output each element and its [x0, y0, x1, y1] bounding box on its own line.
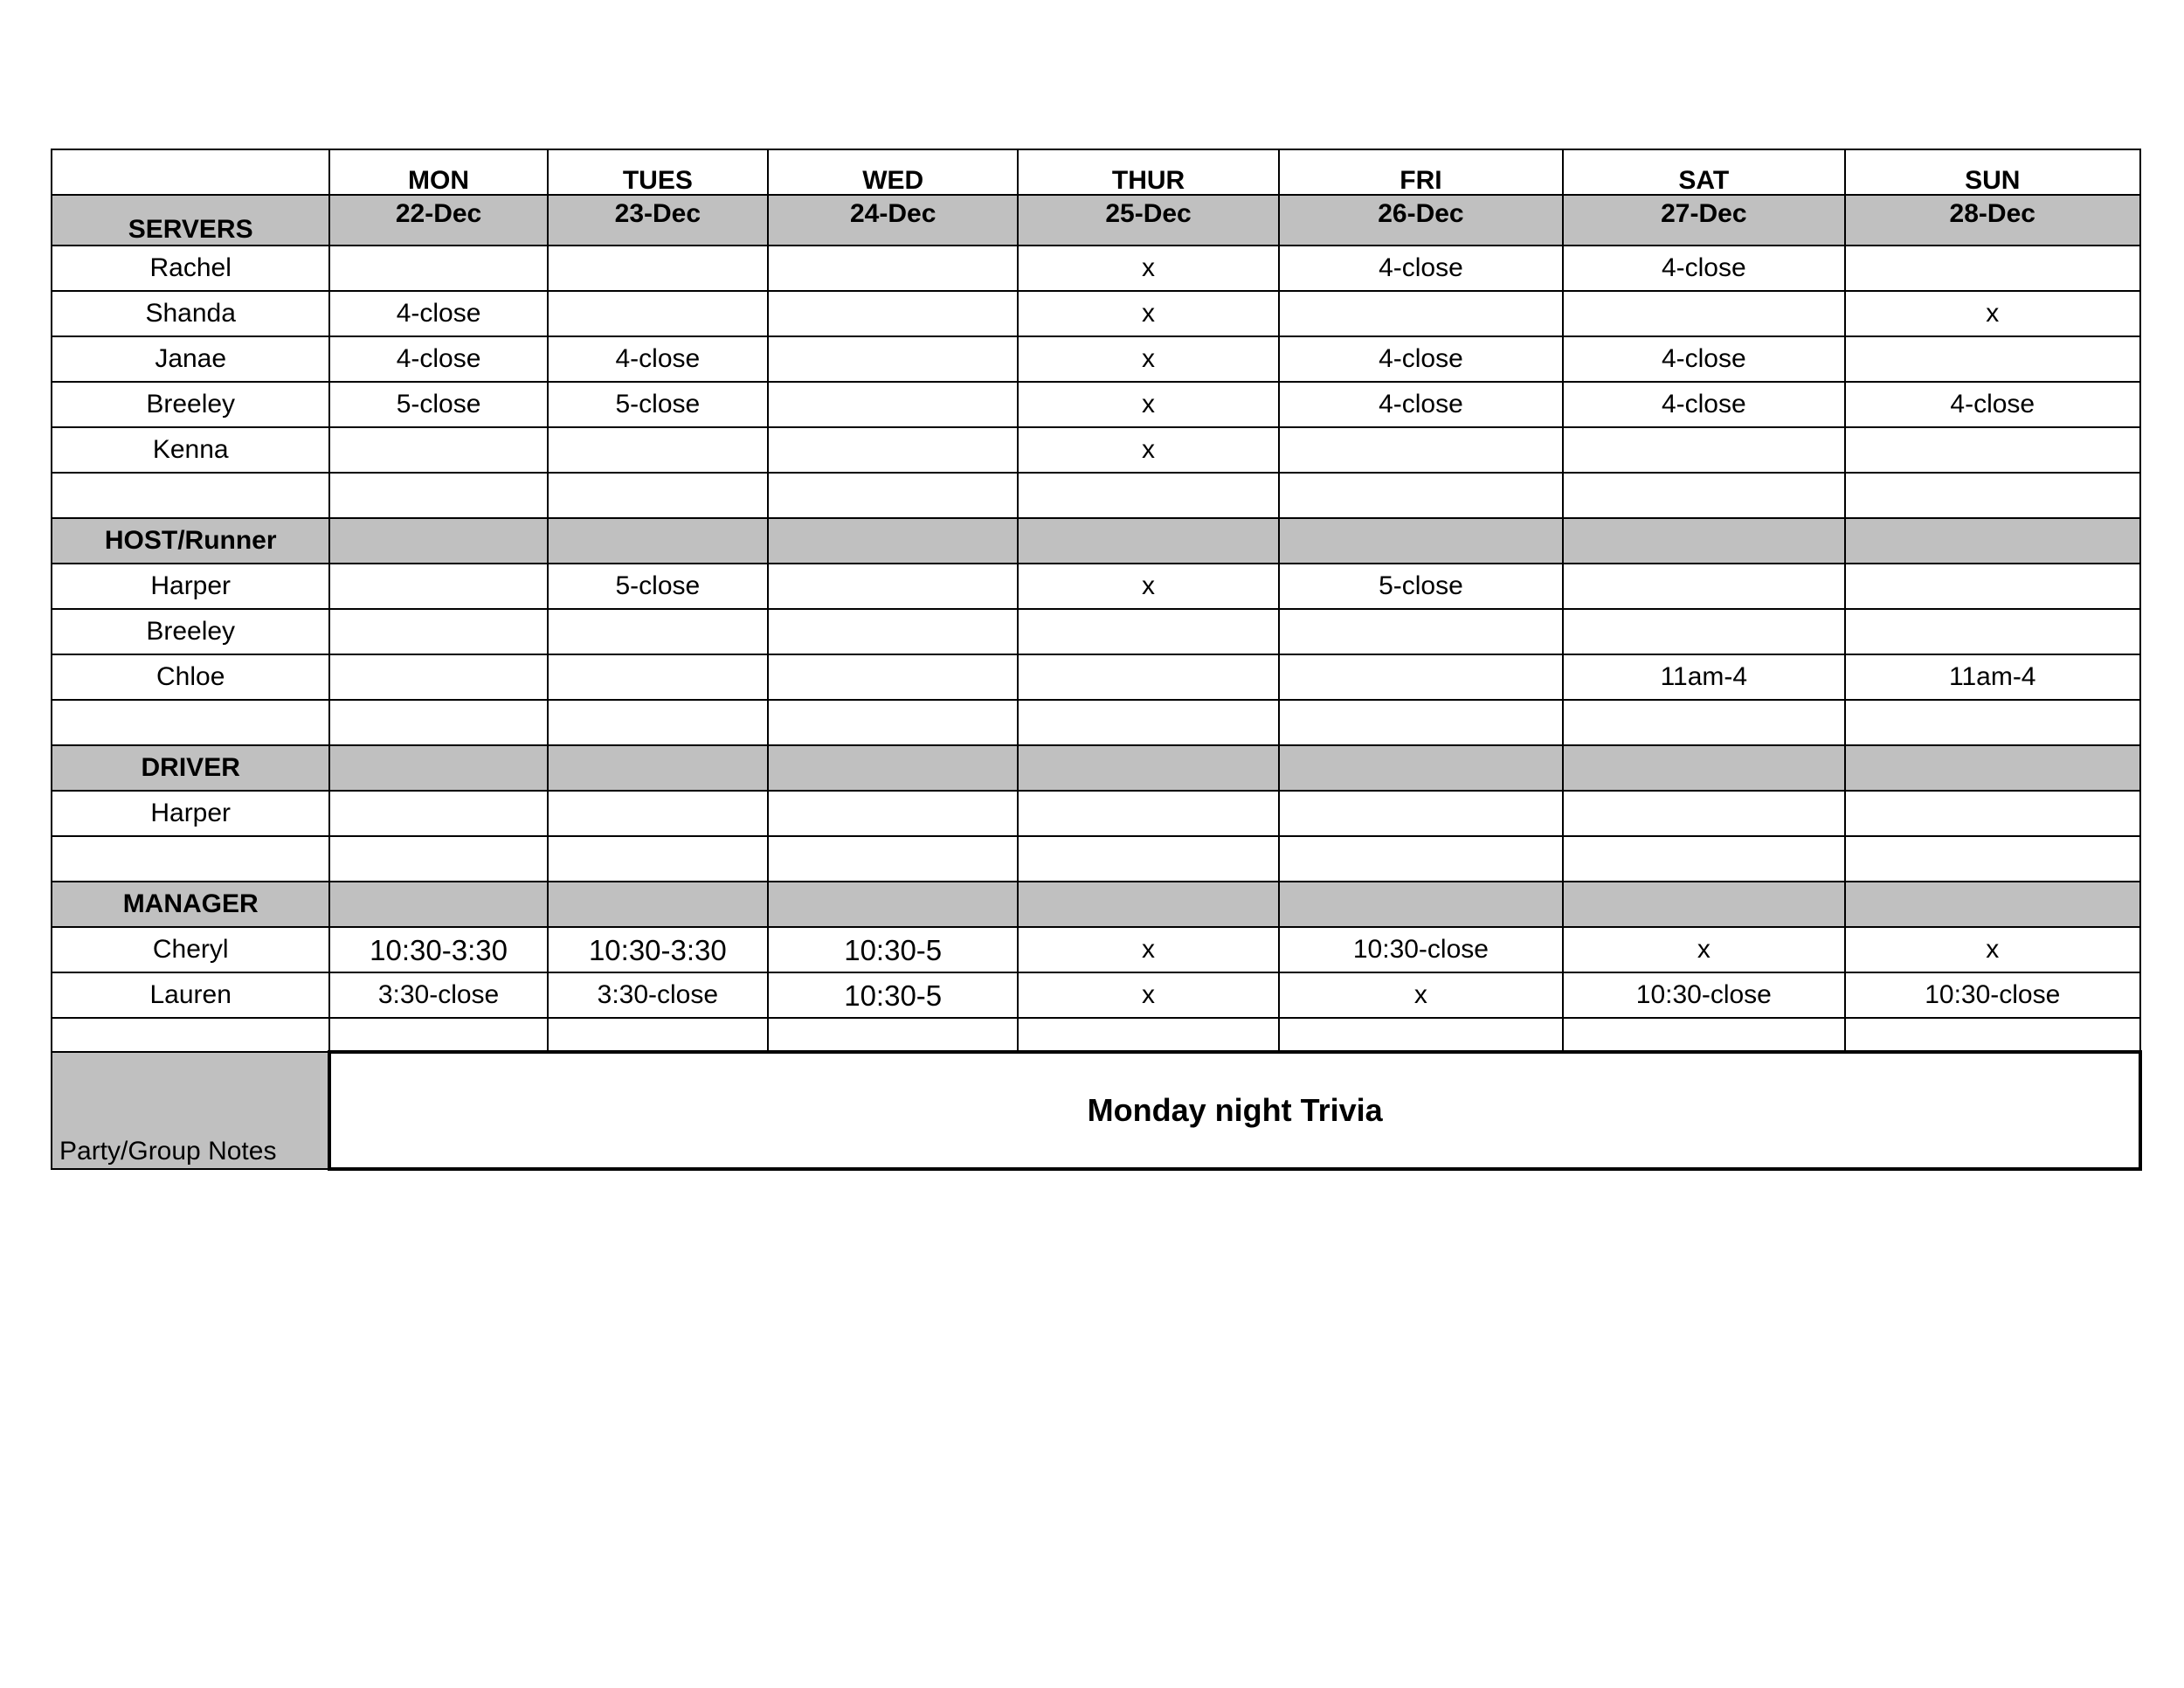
notes-row: [52, 1052, 2140, 1169]
day-header-row: [52, 149, 2140, 195]
blank-cell: [1845, 473, 2140, 518]
blank-cell: [1018, 836, 1278, 882]
shift-cell: 5-close: [548, 382, 768, 427]
shift-cell: [1018, 609, 1278, 654]
section-fill-cell: [1018, 518, 1278, 564]
shift-cell: [1279, 291, 1563, 336]
shift-cell: 4-close: [1845, 382, 2140, 427]
blank-cell: [1279, 1018, 1563, 1052]
shift-cell: [1018, 654, 1278, 700]
shift-cell: x: [1279, 972, 1563, 1018]
shift-cell: 10:30-close: [1563, 972, 1844, 1018]
section-fill-cell: [548, 745, 768, 791]
shift-cell: x: [1018, 246, 1278, 291]
blank-cell: [548, 700, 768, 745]
shift-cell: 10:30-3:30: [329, 927, 547, 972]
blank-cell: [548, 473, 768, 518]
blank-cell: [1563, 1018, 1844, 1052]
date-header: 24-Dec: [768, 195, 1018, 246]
section-label: MANAGER: [52, 882, 329, 927]
shift-cell: x: [1018, 972, 1278, 1018]
blank-cell: [1563, 473, 1844, 518]
shift-cell: 4-close: [548, 336, 768, 382]
employee-name: Breeley: [52, 382, 329, 427]
section-fill-cell: [329, 882, 547, 927]
section-label: HOST/Runner: [52, 518, 329, 564]
notes-label: Party/Group Notes: [52, 1052, 329, 1169]
shift-cell: [1845, 564, 2140, 609]
shift-cell: [1563, 609, 1844, 654]
day-header: SAT: [1563, 149, 1844, 195]
section-fill-cell: [329, 518, 547, 564]
day-header: TUES: [548, 149, 768, 195]
shift-cell: x: [1563, 927, 1844, 972]
shift-cell: 3:30-close: [329, 972, 547, 1018]
blank-row: [52, 836, 2140, 882]
section-fill-cell: [1563, 882, 1844, 927]
day-header: FRI: [1279, 149, 1563, 195]
employee-row: [52, 927, 2140, 972]
schedule-table: [51, 149, 2142, 1171]
notes-text: Monday night Trivia: [329, 1052, 2140, 1169]
section-label: DRIVER: [52, 745, 329, 791]
section-fill-cell: [548, 518, 768, 564]
shift-cell: [1018, 791, 1278, 836]
shift-cell: [548, 654, 768, 700]
employee-row: [52, 609, 2140, 654]
date-header: 27-Dec: [1563, 195, 1844, 246]
section-fill-cell: [768, 518, 1018, 564]
shift-cell: x: [1845, 291, 2140, 336]
blank-cell: [1018, 1018, 1278, 1052]
date-header: 28-Dec: [1845, 195, 2140, 246]
shift-cell: x: [1845, 927, 2140, 972]
shift-cell: [768, 427, 1018, 473]
blank-cell: [1845, 1018, 2140, 1052]
shift-cell: x: [1018, 336, 1278, 382]
blank-cell: [548, 1018, 768, 1052]
date-header: 23-Dec: [548, 195, 768, 246]
shift-cell: [768, 791, 1018, 836]
section-fill-cell: [768, 882, 1018, 927]
shift-cell: [329, 246, 547, 291]
employee-name: Lauren: [52, 972, 329, 1018]
shift-cell: [548, 246, 768, 291]
shift-cell: [1279, 427, 1563, 473]
section-fill-cell: [1845, 745, 2140, 791]
shift-cell: 10:30-close: [1845, 972, 2140, 1018]
employee-name: Janae: [52, 336, 329, 382]
shift-cell: [548, 427, 768, 473]
shift-cell: 4-close: [1563, 336, 1844, 382]
shift-cell: [1563, 427, 1844, 473]
section-header-row: [52, 882, 2140, 927]
blank-cell: [329, 700, 547, 745]
shift-cell: [1845, 427, 2140, 473]
employee-name: Harper: [52, 791, 329, 836]
shift-cell: [1563, 791, 1844, 836]
employee-name: Shanda: [52, 291, 329, 336]
blank-cell: [1845, 836, 2140, 882]
date-header: 26-Dec: [1279, 195, 1563, 246]
blank-cell: [768, 700, 1018, 745]
shift-cell: 4-close: [329, 336, 547, 382]
shift-cell: 4-close: [1279, 382, 1563, 427]
blank-cell: [1563, 700, 1844, 745]
employee-name: Chloe: [52, 654, 329, 700]
employee-row: [52, 564, 2140, 609]
blank-cell: [52, 836, 329, 882]
shift-cell: x: [1018, 564, 1278, 609]
shift-cell: x: [1018, 427, 1278, 473]
shift-cell: 4-close: [1563, 382, 1844, 427]
section-label: SERVERS: [52, 195, 329, 246]
shift-cell: [1563, 564, 1844, 609]
shift-cell: 3:30-close: [548, 972, 768, 1018]
employee-name: Rachel: [52, 246, 329, 291]
shift-cell: [548, 791, 768, 836]
shift-cell: [1845, 336, 2140, 382]
shift-cell: [768, 336, 1018, 382]
employee-row: [52, 654, 2140, 700]
date-header: 25-Dec: [1018, 195, 1278, 246]
shift-cell: [329, 654, 547, 700]
shift-cell: [548, 609, 768, 654]
blank-row: [52, 700, 2140, 745]
blank-cell: [52, 700, 329, 745]
shift-cell: [1279, 654, 1563, 700]
employee-name: Breeley: [52, 609, 329, 654]
corner-cell: [52, 149, 329, 195]
section-fill-cell: [1845, 882, 2140, 927]
shift-cell: [1845, 609, 2140, 654]
shift-cell: 4-close: [1279, 246, 1563, 291]
date-header-row: [52, 195, 2140, 246]
shift-cell: x: [1018, 927, 1278, 972]
day-header: THUR: [1018, 149, 1278, 195]
shift-cell: 4-close: [329, 291, 547, 336]
employee-name: Cheryl: [52, 927, 329, 972]
shift-cell: [1845, 791, 2140, 836]
section-header-row: [52, 745, 2140, 791]
section-fill-cell: [548, 882, 768, 927]
shift-cell: [768, 564, 1018, 609]
shift-cell: [329, 427, 547, 473]
shift-cell: [1279, 791, 1563, 836]
day-header: MON: [329, 149, 547, 195]
blank-cell: [768, 473, 1018, 518]
shift-cell: [1279, 609, 1563, 654]
shift-cell: [329, 564, 547, 609]
shift-cell: 4-close: [1279, 336, 1563, 382]
blank-row: [52, 1018, 2140, 1052]
blank-cell: [52, 1018, 329, 1052]
blank-cell: [768, 836, 1018, 882]
day-header: SUN: [1845, 149, 2140, 195]
employee-row: [52, 791, 2140, 836]
blank-cell: [329, 836, 547, 882]
blank-cell: [329, 473, 547, 518]
blank-cell: [329, 1018, 547, 1052]
shift-cell: [768, 609, 1018, 654]
blank-cell: [1279, 700, 1563, 745]
shift-cell: [1563, 291, 1844, 336]
shift-cell: x: [1018, 291, 1278, 336]
shift-cell: [768, 654, 1018, 700]
shift-cell: [329, 791, 547, 836]
shift-cell: 11am-4: [1563, 654, 1844, 700]
shift-cell: [768, 382, 1018, 427]
shift-cell: [548, 291, 768, 336]
section-fill-cell: [1563, 745, 1844, 791]
employee-row: [52, 382, 2140, 427]
shift-cell: [768, 246, 1018, 291]
section-fill-cell: [1563, 518, 1844, 564]
day-header: WED: [768, 149, 1018, 195]
section-fill-cell: [329, 745, 547, 791]
date-header: 22-Dec: [329, 195, 547, 246]
shift-cell: 10:30-5: [768, 972, 1018, 1018]
section-fill-cell: [1018, 882, 1278, 927]
blank-cell: [1845, 700, 2140, 745]
shift-cell: 4-close: [1563, 246, 1844, 291]
blank-row: [52, 473, 2140, 518]
employee-row: [52, 336, 2140, 382]
blank-cell: [1018, 700, 1278, 745]
shift-cell: [1845, 246, 2140, 291]
shift-cell: [329, 609, 547, 654]
shift-cell: [768, 291, 1018, 336]
shift-cell: x: [1018, 382, 1278, 427]
employee-name: Harper: [52, 564, 329, 609]
blank-cell: [768, 1018, 1018, 1052]
blank-cell: [1563, 836, 1844, 882]
blank-cell: [52, 473, 329, 518]
shift-cell: 11am-4: [1845, 654, 2140, 700]
blank-cell: [548, 836, 768, 882]
section-fill-cell: [1279, 745, 1563, 791]
employee-row: [52, 427, 2140, 473]
section-header-row: [52, 518, 2140, 564]
section-fill-cell: [1018, 745, 1278, 791]
shift-cell: 10:30-3:30: [548, 927, 768, 972]
section-fill-cell: [1845, 518, 2140, 564]
section-fill-cell: [1279, 518, 1563, 564]
section-fill-cell: [768, 745, 1018, 791]
shift-cell: 5-close: [1279, 564, 1563, 609]
blank-cell: [1018, 473, 1278, 518]
employee-row: [52, 291, 2140, 336]
shift-cell: 5-close: [548, 564, 768, 609]
section-fill-cell: [1279, 882, 1563, 927]
employee-name: Kenna: [52, 427, 329, 473]
shift-cell: 10:30-5: [768, 927, 1018, 972]
employee-row: [52, 972, 2140, 1018]
blank-cell: [1279, 836, 1563, 882]
shift-cell: 5-close: [329, 382, 547, 427]
blank-cell: [1279, 473, 1563, 518]
employee-row: [52, 246, 2140, 291]
shift-cell: 10:30-close: [1279, 927, 1563, 972]
